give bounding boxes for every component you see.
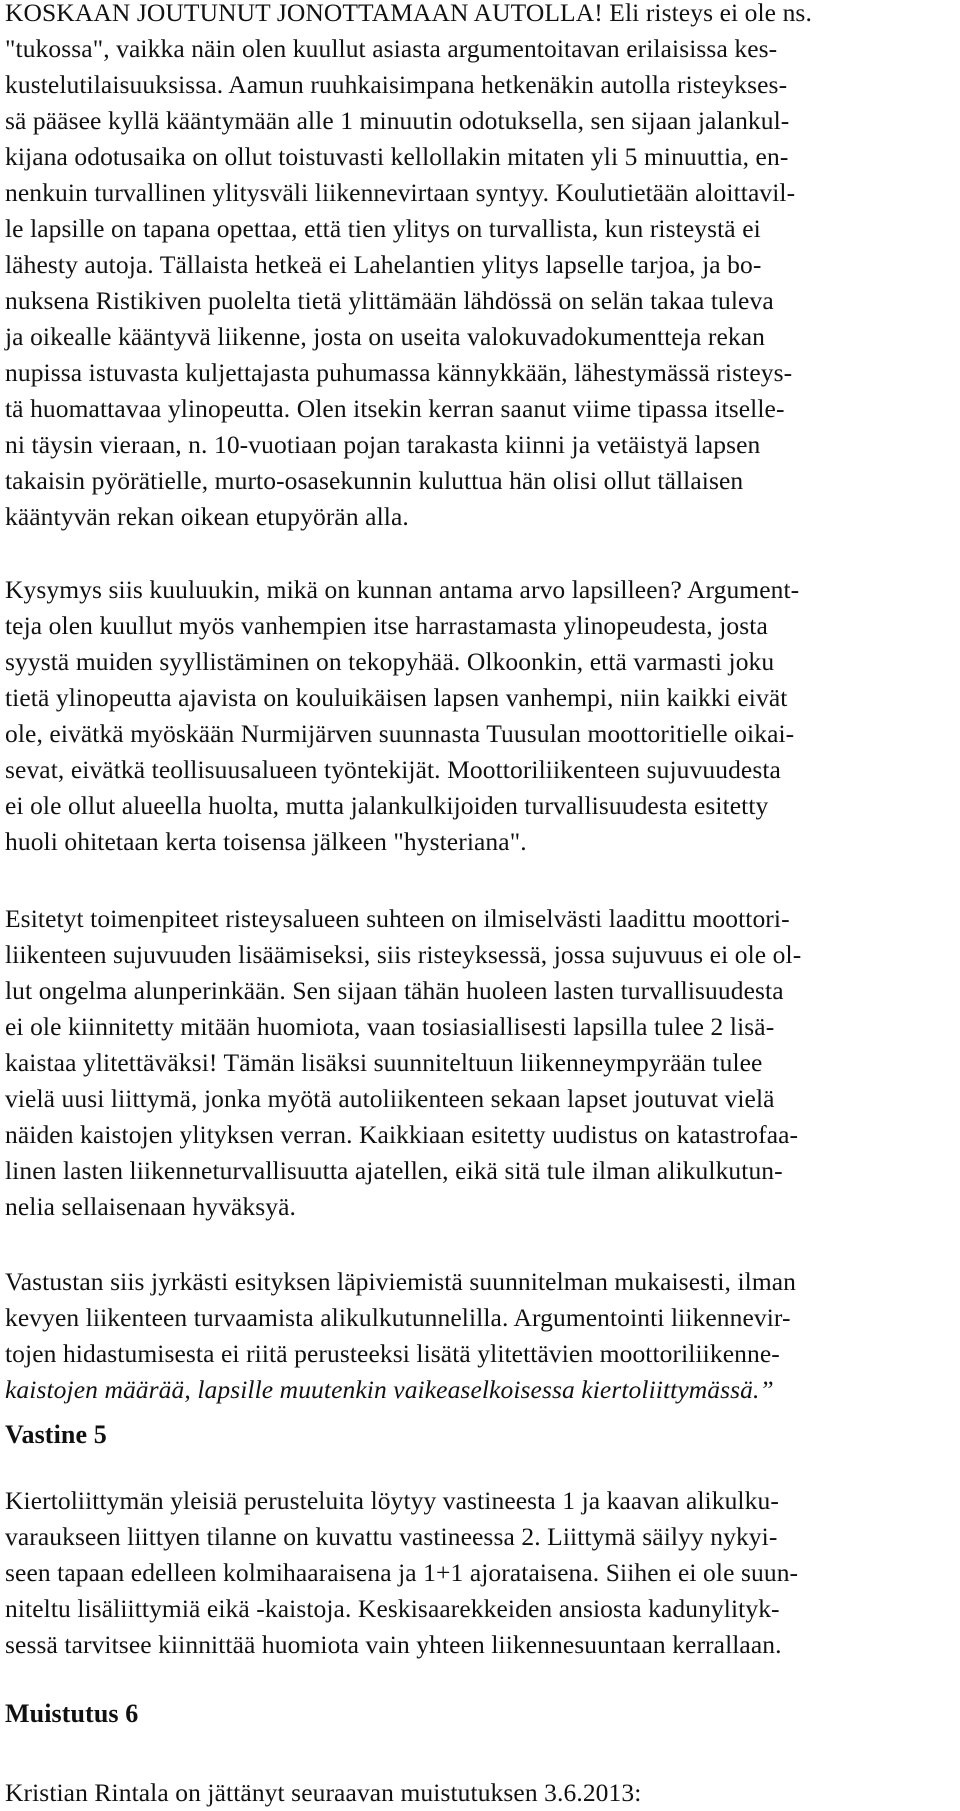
text-line: nenkuin turvallinen ylitysväli liikennevirtaan syntyy. Koulutietään aloittavil- [5,178,796,207]
quoted-italic-line: kaistojen määrää, lapsille muutenkin vaikeaselkoisessa kiertoliittymässä.” [5,1375,774,1404]
text-line: ei ole kiinnitetty mitään huomiota, vaan tosiasiallisesti lapsilla tulee 2 lisä- [5,1012,775,1041]
text-line: ole, eivätkä myöskään Nurmijärven suunnasta Tuusulan moottoritielle oikai- [5,719,795,748]
closing-line: Kristian Rintala on jättänyt seuraavan muistutuksen 3.6.2013: [5,1778,642,1807]
text-line: kustelutilaisuuksissa. Aamun ruuhkaisimpana hetkenäkin autolla risteykses- [5,70,788,99]
text-line: näiden kaistojen ylityksen verran. Kaikkiaan esitetty uudistus on katastrofaa- [5,1120,799,1149]
text-line: le lapsille on tapana opettaa, että tien ylitys on turvallista, kun risteystä ei [5,214,761,243]
paragraph-3 [5,901,801,1225]
text-line: ei ole ollut alueella huolta, mutta jalankulkijoiden turvallisuudesta esitetty [5,791,769,820]
text-line: sä pääsee kyllä kääntymään alle 1 minuutin odotuksella, sen sijaan jalankul- [5,106,790,135]
text-line: sessä tarvitsee kiinnittää huomiota vain yhteen liikennesuuntaan kerrallaan. [5,1630,782,1659]
text-line: kääntyvän rekan oikean etupyörän alla. [5,502,409,531]
text-line: Esitetyt toimenpiteet risteysalueen suhteen on ilmiselvästi laadittu moottori- [5,904,790,933]
heading-muistutus-6: Muistutus 6 [5,1699,139,1728]
text-line: teja olen kuullut myös vanhempien itse harrastamasta ylinopeudesta, josta [5,611,768,640]
text-line: kijana odotusaika on ollut toistuvasti kellollakin mitaten yli 5 minuuttia, en- [5,142,789,171]
text-line: huoli ohitetaan kerta toisensa jälkeen "hysteriana". [5,827,527,856]
text-line: seen tapaan edelleen kolmihaaraisena ja 1+1 ajorataisena. Siihen ei ole suun- [5,1558,799,1587]
paragraph-1 [5,0,812,535]
text-line: lut ongelma alunperinkään. Sen sijaan tähän huoleen lasten turvallisuudesta [5,976,784,1005]
text-line: nupissa istuvasta kuljettajasta puhumassa kännykkään, lähestymässä risteys- [5,358,793,387]
text-line: Vastustan siis jyrkästi esityksen läpiviemistä suunnitelman mukaisesti, ilman [5,1267,797,1296]
paragraph-4 [5,1264,796,1408]
text-line: kevyen liikenteen turvaamista alikulkutunnelilla. Argumentointi liikennevir- [5,1303,791,1332]
text-line: KOSKAAN JOUTUNUT JONOTTAMAAN AUTOLLA! Eli risteys ei ole ns. [5,0,812,27]
text-line: sevat, eivätkä teollisuusalueen työntekijät. Moottoriliikenteen sujuvuudesta [5,755,781,784]
text-line: kaistaa ylitettäväksi! Tämän lisäksi suunniteltuun liikenneympyrään tulee [5,1048,763,1077]
text-line: vielä uusi liittymä, jonka myötä autoliikenteen sekaan lapset joutuvat vielä [5,1084,775,1113]
text-line: Kysymys siis kuuluukin, mikä on kunnan antama arvo lapsilleen? Argument- [5,575,800,604]
heading-vastine-5: Vastine 5 [5,1420,107,1449]
text-line: syystä muiden syyllistäminen on tekopyhää. Olkoonkin, että varmasti joku [5,647,775,676]
text-line: niteltu lisäliittymiä eikä -kaistoja. Keskisaarekkeiden ansiosta kadunylityk- [5,1594,780,1623]
paragraph-2 [5,572,799,860]
paragraph-5 [5,1483,798,1663]
text-line: tietä ylinopeutta ajavista on kouluikäisen lapsen vanhempi, niin kaikki eivät [5,683,788,712]
text-line: ni täysin vieraan, n. 10-vuotiaan pojan tarakasta kiinni ja vetäistyä lapsen [5,430,761,459]
text-line: varaukseen liittyen tilanne on kuvattu vastineessa 2. Liittymä säilyy nykyi- [5,1522,778,1551]
text-line: Kiertoliittymän yleisiä perusteluita löytyy vastineesta 1 ja kaavan alikulku- [5,1486,779,1515]
text-line: lähesty autoja. Tällaista hetkeä ei Lahelantien ylitys lapselle tarjoa, ja bo- [5,250,762,279]
text-line: linen lasten liikenneturvallisuutta ajatellen, eikä sitä tule ilman alikulkutun- [5,1156,783,1185]
text-line: "tukossa", vaikka näin olen kuullut asiasta argumentoitavan erilaisissa kes- [5,34,778,63]
text-line: nelia sellaisenaan hyväksyä. [5,1192,296,1221]
text-line: nuksena Ristikiven puolelta tietä ylittämään lähdössä on selän takaa tuleva [5,286,774,315]
text-line: ja oikealle kääntyvä liikenne, josta on useita valokuvadokumentteja rekan [5,322,765,351]
text-line: takaisin pyörätielle, murto-osasekunnin kuluttua hän olisi ollut tällaisen [5,466,744,495]
text-line: tojen hidastumisesta ei riitä perusteeksi lisätä ylitettävien moottoriliikenne- [5,1339,780,1368]
text-line: tä huomattavaa ylinopeutta. Olen itsekin kerran saanut viime tipassa itselle- [5,394,785,423]
text-line: liikenteen sujuvuuden lisäämiseksi, siis risteyksessä, jossa sujuvuus ei ole ol- [5,940,802,969]
